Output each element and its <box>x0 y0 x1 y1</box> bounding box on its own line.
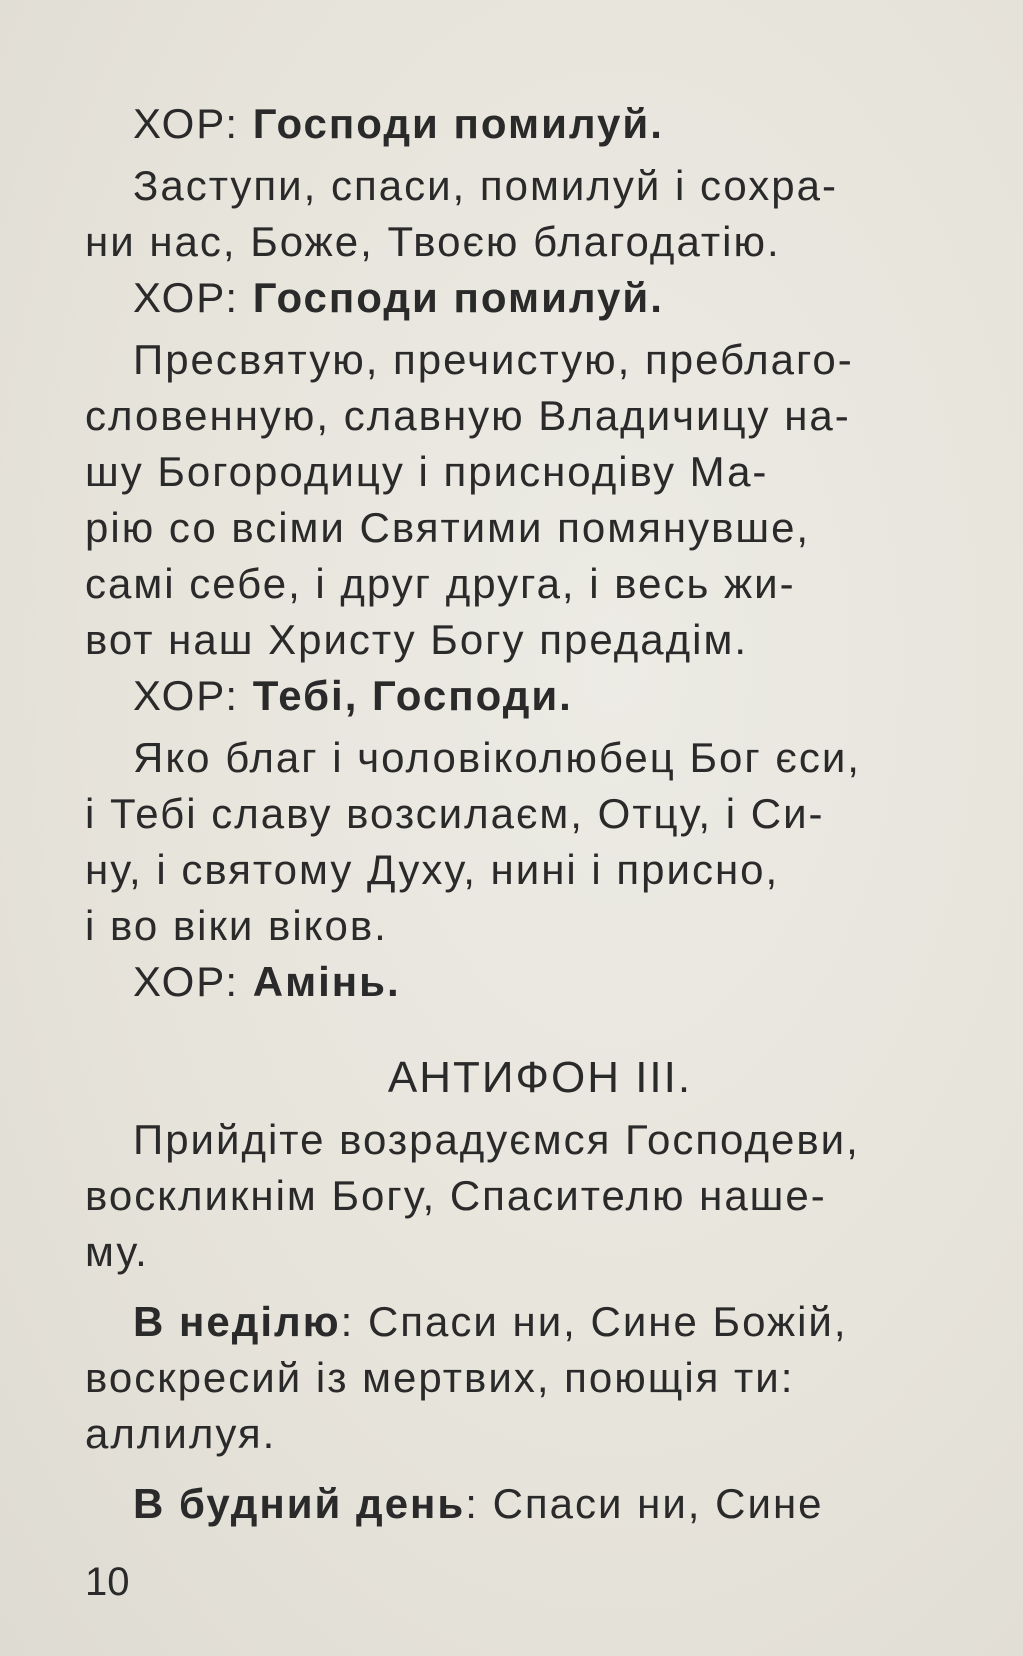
verse-line: вот наш Христу Богу предадім. <box>85 616 749 663</box>
chorus-response: Господи помилуй. <box>252 274 664 321</box>
verse-line: і во віки віков. <box>85 902 388 949</box>
verse-line <box>85 1294 965 1350</box>
verse-line: аллилуя. <box>85 1410 277 1457</box>
label-separator: : <box>340 1298 355 1345</box>
chorus-label: ХОР: <box>133 274 240 321</box>
weekday-verse <box>85 1476 965 1532</box>
chorus-line <box>85 96 965 152</box>
chorus-line <box>85 270 965 326</box>
sunday-verse <box>85 1294 965 1462</box>
page-number: 10 <box>85 1560 130 1604</box>
verse-line: словенную, славную Владичицу на- <box>85 392 851 439</box>
section-heading: АНТИФОН III. <box>387 1053 693 1102</box>
verse-line: самі себе, і друг друга, і весь жи- <box>85 560 796 607</box>
verse-line: воскресий із мертвих, поющія ти: <box>85 1354 795 1401</box>
label-separator: : <box>465 1480 479 1527</box>
verse-line: і Тебі славу возсилаєм, Отцу, і Си- <box>85 790 825 837</box>
verse-line: Яко благ і чоловіколюбец Бог єси, <box>133 734 861 781</box>
verse-text: Спаси ни, Сине Божій, <box>367 1298 848 1345</box>
chorus-response: Амінь. <box>252 958 401 1005</box>
verse-line: шу Богородицу і приснодіву Ма- <box>85 448 769 495</box>
verse-line: ни нас, Боже, Твоєю благодатію. <box>85 218 781 265</box>
verse-line <box>85 1476 965 1532</box>
chorus-line <box>85 668 965 724</box>
verse-line: Заступи, спаси, помилуй і сохра- <box>133 162 839 209</box>
text-column <box>85 96 965 1532</box>
verse-line: рію со всіми Святими помянувше, <box>85 504 811 551</box>
chorus-label: ХОР: <box>133 100 240 147</box>
chorus-label: ХОР: <box>133 672 240 719</box>
verse-line: Пресвятую, пречистую, преблаго- <box>133 336 854 383</box>
chorus-response: Господи помилуй. <box>252 100 664 147</box>
verse <box>85 730 965 954</box>
verse-line: ну, і святому Духу, нині і присно, <box>85 846 780 893</box>
verse-text: Спаси ни, Сине <box>492 1480 824 1527</box>
verse-line: му. <box>85 1228 149 1275</box>
verse <box>85 332 965 668</box>
verse-line: Прийдіте возрадуємся Господеви, <box>133 1116 860 1163</box>
verse <box>85 1112 965 1280</box>
verse-line: воскликнім Богу, Спасителю наше- <box>85 1172 827 1219</box>
chorus-response: Тебі, Господи. <box>252 672 573 719</box>
verse <box>85 158 965 270</box>
chorus-label: ХОР: <box>133 958 240 1005</box>
weekday-label: В будний день <box>133 1480 466 1527</box>
chorus-line <box>85 954 965 1010</box>
sunday-label: В неділю <box>133 1298 341 1345</box>
